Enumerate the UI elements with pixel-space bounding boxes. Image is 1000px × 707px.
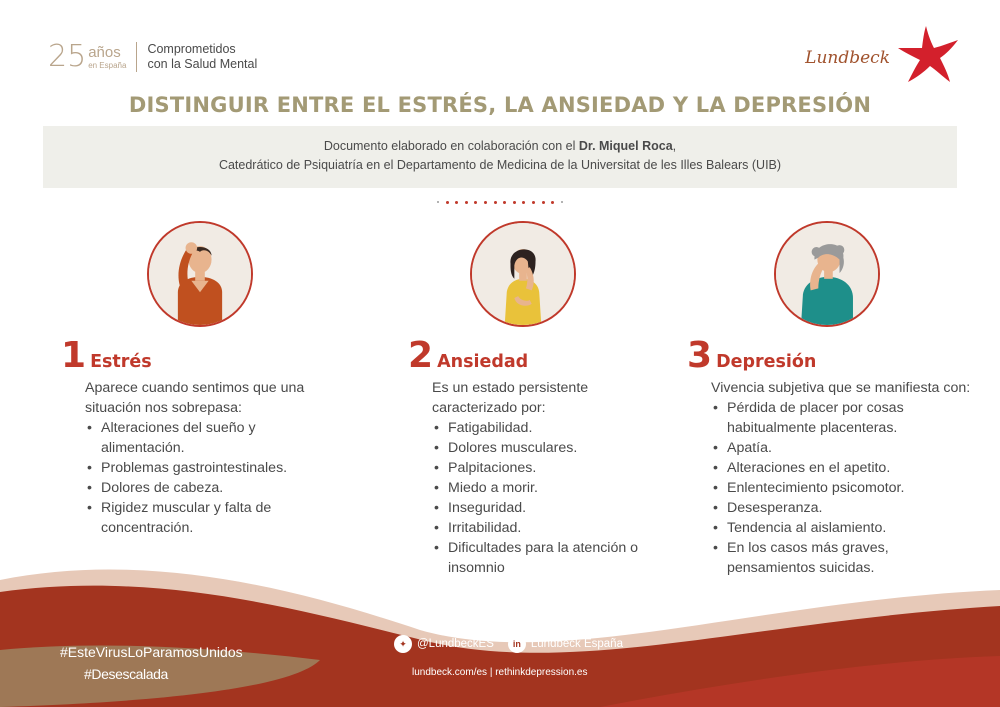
brand-name: Lundbeck	[805, 48, 890, 68]
collab-suffix: ,	[672, 139, 677, 153]
red-star-icon	[896, 24, 960, 84]
stressed-man-icon	[147, 221, 253, 327]
anxious-woman-icon	[470, 221, 576, 327]
collaboration-band	[43, 126, 957, 188]
list-item: • Dolores musculares.	[432, 438, 652, 458]
list-item: • Palpitaciones.	[432, 458, 652, 478]
section-body	[711, 378, 971, 578]
list-item: • Apatía.	[711, 438, 941, 458]
twitter-link[interactable]	[394, 635, 494, 653]
sad-elderly-woman-icon	[774, 221, 880, 327]
list-item: • Inseguridad.	[432, 498, 652, 518]
list-item: • Alteraciones en el apetito.	[711, 458, 941, 478]
hashtag-secondary: #Desescalada	[84, 666, 168, 682]
twitter-icon: ✦	[394, 635, 412, 653]
list-item: • Fatigabilidad.	[432, 418, 652, 438]
hashtag-primary: #EsteVirusLoParamosUnidos	[60, 644, 243, 660]
list-item: • Pérdida de placer por cosas habitualmente placenteras.	[711, 398, 941, 438]
collab-line1	[43, 137, 957, 156]
symptom-list	[85, 418, 300, 538]
section-title: Ansiedad	[437, 351, 529, 372]
symptom-list	[711, 398, 941, 578]
twitter-handle: @LundbeckES	[417, 638, 494, 650]
list-item: • Miedo a morir.	[432, 478, 652, 498]
list-item: • Alteraciones del sueño y alimentación.	[85, 418, 300, 458]
list-item: • Dificultades para la atención o insomnio	[432, 538, 652, 578]
section-number: 1	[61, 335, 87, 376]
list-item: • En los casos más graves, pensamientos suicidas.	[711, 538, 941, 578]
list-item: • Dolores de cabeza.	[85, 478, 300, 498]
collab-prefix: Documento elaborado en colaboración con el	[323, 139, 579, 153]
page-title: DISTINGUIR ENTRE EL ESTRÉS, LA ANSIEDAD Y LA DEPRESIÓN	[128, 93, 872, 117]
brand-logo	[805, 24, 960, 84]
linkedin-icon: in	[508, 635, 526, 653]
section-body	[85, 378, 341, 538]
section-title: Depresión	[716, 351, 817, 372]
section-intro: Es un estado persistente caracterizado por:	[432, 380, 589, 416]
badge-number: 25	[48, 39, 87, 74]
website-links[interactable]: lundbeck.com/es | rethinkdepression.es	[412, 667, 588, 678]
section-stress	[61, 335, 341, 538]
list-item: • Desesperanza.	[711, 498, 941, 518]
list-item: • Tendencia al aislamiento.	[711, 518, 941, 538]
linkedin-name: Lundbeck España	[530, 638, 623, 650]
symptom-list	[432, 418, 652, 578]
section-depression	[687, 335, 971, 578]
section-header	[687, 335, 967, 376]
section-anxiety	[408, 335, 688, 578]
badge-years	[88, 45, 126, 70]
section-intro: Vivencia subjetiva que se manifiesta con:	[711, 380, 971, 396]
section-body	[432, 378, 688, 578]
anniversary-badge	[48, 39, 258, 74]
section-header	[61, 335, 341, 376]
social-links	[394, 635, 637, 653]
section-title: Estrés	[90, 351, 152, 372]
list-item: • Enlentecimiento psicomotor.	[711, 478, 941, 498]
hashtags	[60, 641, 243, 685]
collab-line2: Catedrático de Psiquiatría en el Departamento de Medicina de la Universitat de les Illes Balears (UIB)	[218, 158, 782, 172]
badge-tagline-line2: con la Salud Mental	[147, 57, 258, 71]
section-number: 3	[687, 335, 713, 376]
badge-tagline	[147, 42, 257, 72]
dotted-divider	[437, 200, 563, 204]
badge-tagline-line1: Comprometidos	[147, 42, 236, 56]
list-item: • Irritabilidad.	[432, 518, 652, 538]
section-intro: Aparece cuando sentimos que una situación nos sobrepasa:	[85, 380, 305, 416]
linkedin-link[interactable]	[508, 635, 623, 653]
list-item: • Problemas gastrointestinales.	[85, 458, 300, 478]
list-item: • Rigidez muscular y falta de concentración.	[85, 498, 300, 538]
badge-country: en España	[88, 60, 127, 70]
badge-divider	[136, 42, 137, 72]
collab-doctor-name: Dr. Miquel Roca	[578, 139, 673, 153]
badge-years-word: años	[88, 43, 121, 61]
section-number: 2	[408, 335, 434, 376]
section-header	[408, 335, 688, 376]
